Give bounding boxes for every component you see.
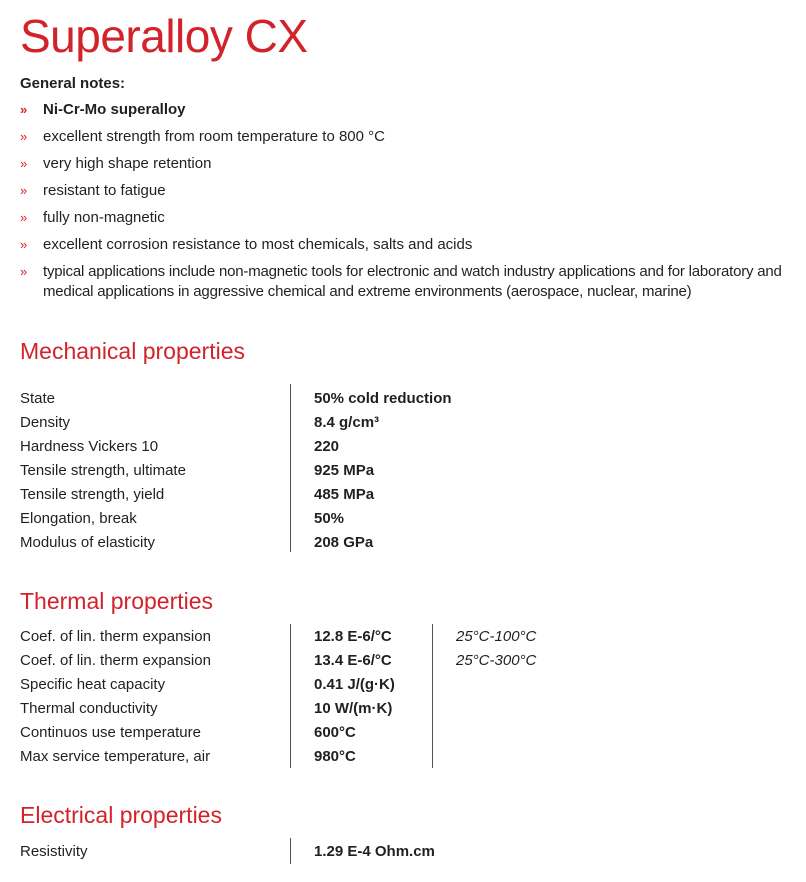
general-notes-heading: General notes: [20, 75, 126, 92]
table-row [20, 531, 806, 555]
property-value: 1.29 E-4 Ohm.cm [314, 843, 435, 860]
property-label: Density [20, 414, 71, 431]
list-item [20, 208, 806, 235]
mechanical-properties-table [20, 387, 806, 555]
property-label: Modulus of elasticity [20, 534, 156, 551]
general-notes-list [20, 100, 806, 302]
list-item [20, 181, 806, 208]
property-label: Coef. of lin. therm expansion [20, 628, 211, 645]
property-value: 600°C [314, 724, 356, 741]
note-text: excellent corrosion resistance to most chemicals, salts and acids [43, 236, 473, 253]
chevron-right-icon: » [20, 237, 28, 252]
list-item [20, 100, 806, 127]
property-value: 8.4 g/cm³ [314, 414, 380, 431]
chevron-right-icon: » [20, 183, 28, 198]
note-text: very high shape retention [43, 155, 212, 172]
table-row [20, 721, 806, 745]
property-value: 980°C [314, 748, 356, 765]
property-value: 485 MPa [314, 486, 375, 503]
chevron-right-icon: » [20, 129, 28, 144]
note-text: Ni-Cr-Mo superalloy [43, 101, 186, 118]
property-condition: 25°C-100°C [456, 628, 537, 645]
property-value: 10 W/(m·K) [314, 700, 393, 717]
table-row [20, 840, 806, 864]
table-row [20, 673, 806, 697]
thermal-properties-table [20, 625, 806, 769]
table-row [20, 697, 806, 721]
property-value: 208 GPa [314, 534, 374, 551]
property-value: 220 [314, 438, 340, 455]
chevron-right-icon: » [20, 264, 28, 279]
electrical-properties-table [20, 840, 806, 864]
property-label: Resistivity [20, 843, 88, 860]
table-row [20, 411, 806, 435]
table-row [20, 649, 806, 673]
electrical-properties-heading: Electrical properties [20, 802, 222, 828]
property-label: Max service temperature, air [20, 748, 211, 765]
note-text: fully non-magnetic [43, 209, 165, 226]
property-value: 925 MPa [314, 462, 375, 479]
property-label: Tensile strength, yield [20, 486, 165, 503]
note-text: resistant to fatigue [43, 182, 166, 199]
chevron-right-icon: » [20, 210, 28, 225]
list-item [20, 154, 806, 181]
mechanical-properties-heading: Mechanical properties [20, 338, 246, 364]
list-item [20, 235, 806, 262]
table-row [20, 745, 806, 769]
property-value: 12.8 E-6/°C [314, 628, 392, 645]
list-item [20, 262, 806, 302]
property-value: 13.4 E-6/°C [314, 652, 392, 669]
note-text: excellent strength from room temperature to 800 °C [43, 128, 385, 145]
property-value: 50% cold reduction [314, 390, 452, 407]
property-value: 0.41 J/(g·K) [314, 676, 395, 693]
note-text: typical applications include non-magnetic tools for electronic and watch industry applications and for laboratory and medical applications in aggressive chemical and extreme environments (aerospace, nuclear, marine) [43, 263, 782, 300]
property-label: Continuos use temperature [20, 724, 201, 741]
property-label: Coef. of lin. therm expansion [20, 652, 211, 669]
property-label: Specific heat capacity [20, 676, 166, 693]
property-condition: 25°C-300°C [456, 652, 537, 669]
table-row [20, 459, 806, 483]
property-label: State [20, 390, 56, 407]
property-value: 50% [314, 510, 345, 527]
chevron-right-icon: » [20, 102, 28, 117]
property-label: Tensile strength, ultimate [20, 462, 186, 479]
table-row [20, 507, 806, 531]
property-label: Elongation, break [20, 510, 137, 527]
chevron-right-icon: » [20, 156, 28, 171]
thermal-properties-heading: Thermal properties [20, 588, 214, 614]
property-label: Thermal conductivity [20, 700, 158, 717]
list-item [20, 127, 806, 154]
page-title: Superalloy CX [20, 10, 308, 62]
table-row [20, 483, 806, 507]
property-label: Hardness Vickers 10 [20, 438, 159, 455]
table-row [20, 387, 806, 411]
table-row [20, 435, 806, 459]
table-row [20, 625, 806, 649]
